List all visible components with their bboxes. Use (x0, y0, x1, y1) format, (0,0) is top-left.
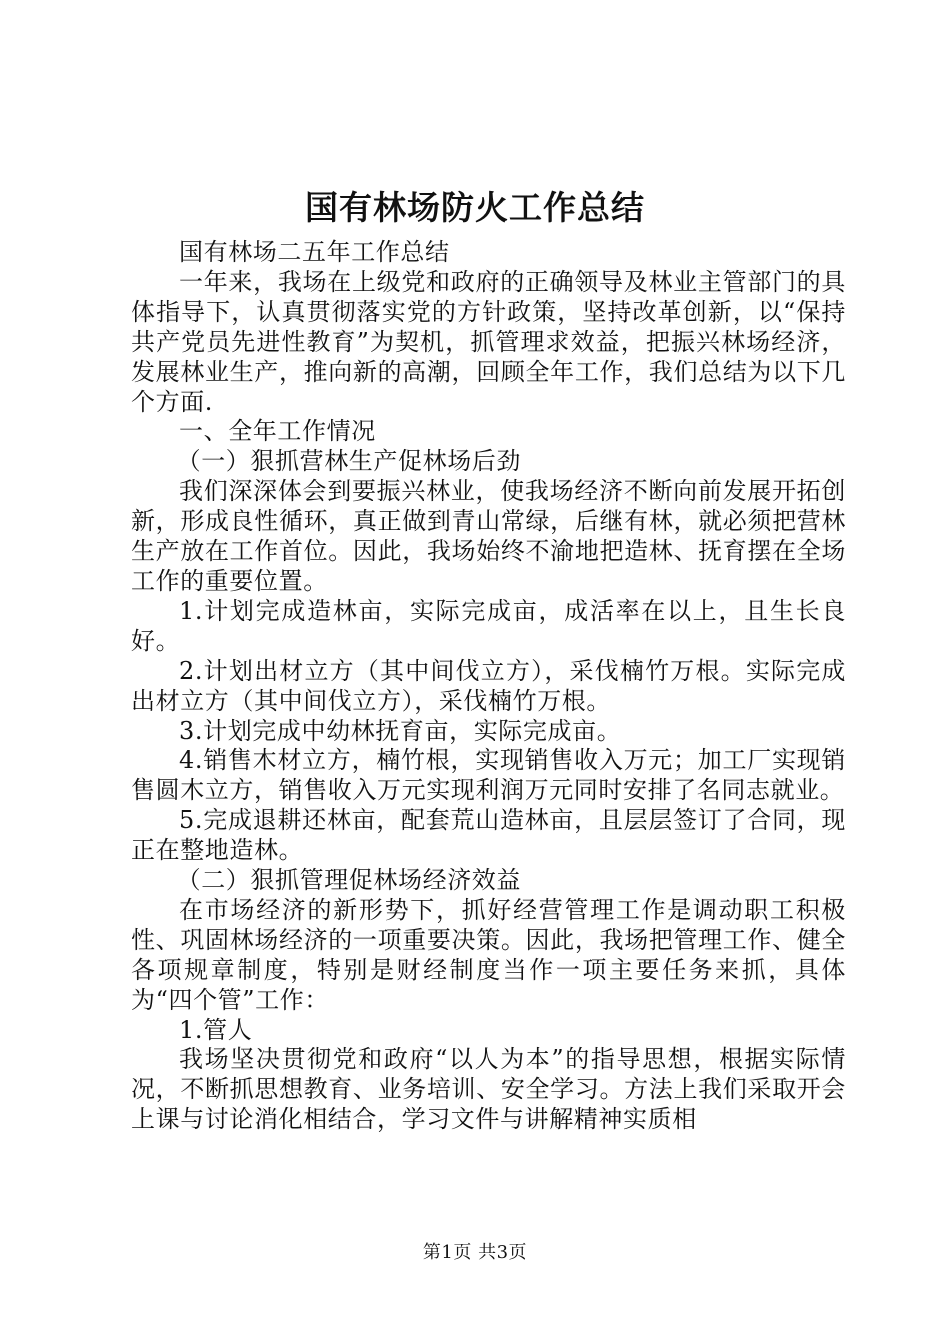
list-item-2: 2.计划出材立方（其中间伐立方），采伐楠竹万根。实际完成出材立方（其中间伐立方），采伐楠竹万根。 (131, 656, 846, 715)
section-heading-1: 一、全年工作情况 (179, 417, 376, 446)
list-item-5: 5.完成退耕还林亩，配套荒山造林亩，且层层签订了合同，现正在整地造林。 (131, 806, 846, 865)
document-body (131, 238, 846, 1135)
page-footer: 第1页 共3页 (422, 1242, 528, 1263)
paragraph-management: 在市场经济的新形势下，抓好经营管理工作是调动职工积极性、巩固林场经济的一项重要决策。因此，我场把管理工作、健全各项规章制度，特别是财经制度当作一项主要任务来抓，具体为“四个管”工作： (131, 895, 846, 1014)
paragraph-forestry: 我们深深体会到要振兴林业，使我场经济不断向前发展开拓创新，形成良性循环，真正做到青山常绿，后继有林，就必须把营林生产放在工作首位。因此，我场始终不渝地把造林、抚育摆在全场工作的重要位置。 (131, 477, 846, 595)
document-title: 国有林场防火工作总结 (305, 188, 645, 227)
paragraph-people: 我场坚决贯彻党和政府“以人为本”的指导思想，根据实际情况，不断抓思想教育、业务培训、安全学习。方法上我们采取开会上课与讨论消化相结合，学习文件与讲解精神实质相 (131, 1045, 846, 1134)
subsection-heading-1: （一）狠抓营林生产促林场后劲 (176, 447, 521, 476)
subsection-heading-2: （二）狠抓管理促林场经济效益 (176, 866, 521, 895)
paragraph-intro: 一年来，我场在上级党和政府的正确领导及林业主管部门的具体指导下，认真贯彻落实党的方针政策，坚持改革创新，以“保持共产党员先进性教育”为契机，抓管理求效益，把振兴林场经济，发展林业生产，推向新的高潮，回顾全年工作，我们总结为以下几个方面. (131, 267, 846, 416)
list-item-4: 4.销售木材立方，楠竹根，实现销售收入万元；加工厂实现销售圆木立方，销售收入万元实现利润万元同时安排了名同志就业。 (131, 746, 846, 805)
list-item-1: 1.计划完成造林亩，实际完成亩，成活率在以上，且生长良好。 (131, 596, 846, 655)
list-item-manage-people: 1.管人 (179, 1015, 253, 1044)
list-item-3: 3.计划完成中幼林抚育亩，实际完成亩。 (179, 716, 622, 745)
paragraph-subtitle: 国有林场二五年工作总结 (179, 238, 450, 266)
